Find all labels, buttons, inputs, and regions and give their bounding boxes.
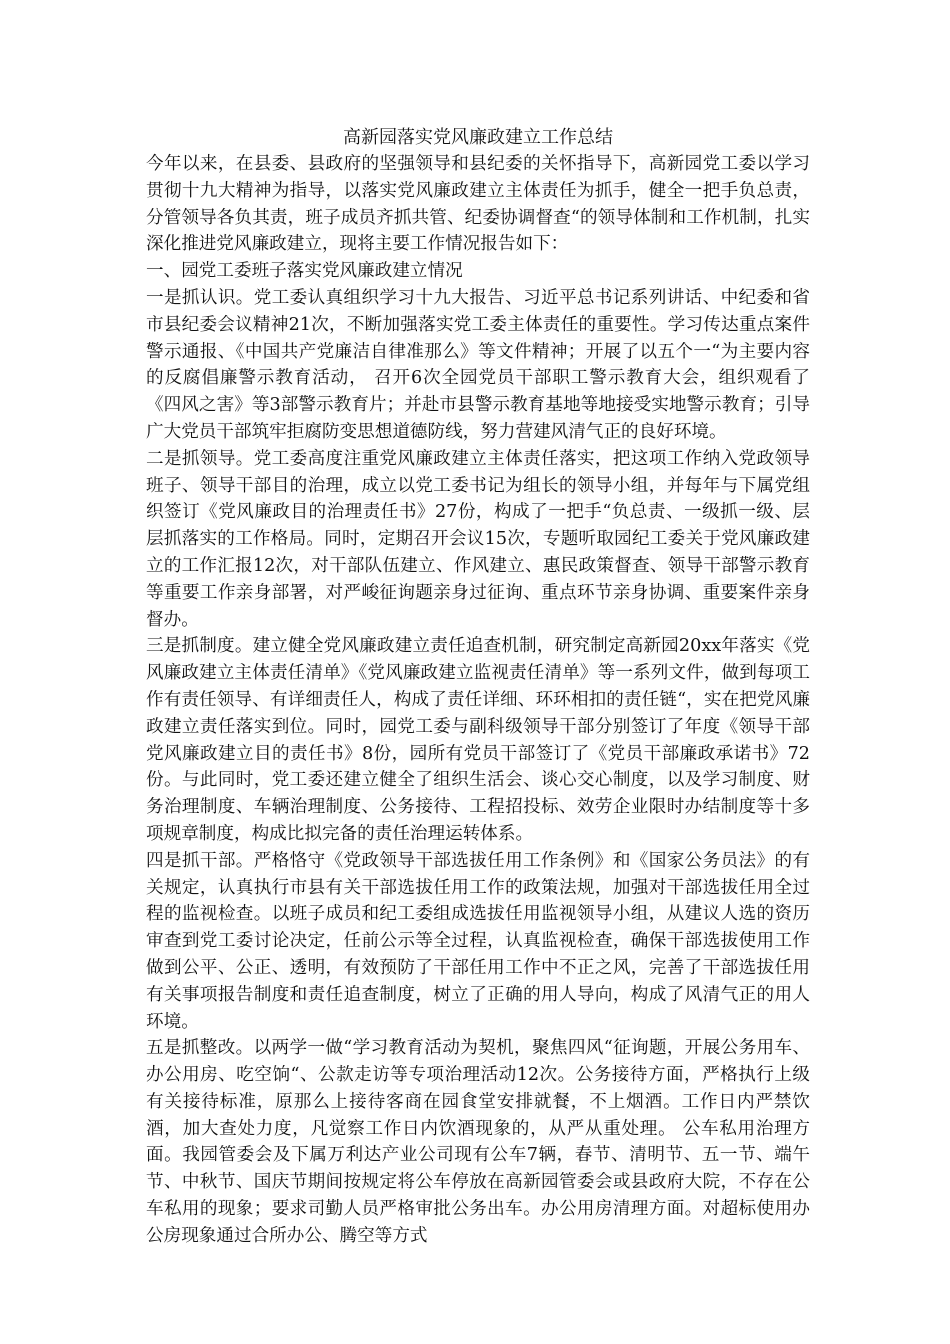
paragraph-awareness: 一是抓认识。党工委认真组织学习十九大报告、习近平总书记系列讲话、中纪委和省市县纪委会议精神21次，不断加强落实党工委主体责任的重要性。学习传达重点案件警示通报、《中国共产党廉洁自律准那么》等文件精神；开展了以五个一“为主要内容的反腐倡廉警示教育活动， 召开6次全园党员干部职工警示教育大会，组织观看了《四风之害》等3部警示教育片；并赴市县警示教育基地等地接受实地警示教育；引导广大党员干部筑牢拒腐防变思想道德防线，努力营建风清气正的良好环境。: [146, 287, 810, 442]
paragraph-system: 三是抓制度。建立健全党风廉政建立责任追查机制，研究制定高新园20xx年落实《党风廉政建立主体责任清单》《党风廉政建立监视责任清单》等一系列文件，做到每项工作有责任领导、有详细责任人，构成了责任详细、环环相扣的责任链“，实在把党风廉政建立责任落实到位。同时，园党工委与副科级领导干部分别签订了年度《领导干部党风廉政建立目的责任书》8份，园所有党员干部签订了《党员干部廉政承诺书》72份。与此同时，党工委还建立健全了组织生活会、谈心交心制度，以及学习制度、财务治理制度、车辆治理制度、公务接待、工程招投标、效劳企业限时办结制度等十多项规章制度，构成比拟完备的责任治理运转体系。: [146, 636, 810, 844]
document-page: [146, 126, 810, 1250]
paragraph-intro: 今年以来，在县委、县政府的坚强领导和县纪委的关怀指导下，高新园党工委以学习贯彻十九大精神为指导，以落实党风廉政建立主体责任为抓手，健全一把手负总责，分管领导各负其责，班子成员齐抓共管、纪委协调督查“的领导体制和工作机制，扎实深化推进党风廉政建立，现将主要工作情况报告如下：: [146, 154, 810, 255]
section-heading-1: 一、园党工委班子落实党风廉政建立情况: [146, 261, 463, 282]
paragraph-cadres: 四是抓干部。严格恪守《党政领导干部选拔任用工作条例》和《国家公务员法》的有关规定，认真执行市县有关干部选拔任用工作的政策法规，加强对干部选拔任用全过程的监视检查。以班子成员和纪工委组成选拔任用监视领导小组，从建议人选的资历审查到党工委讨论决定，任前公示等全过程，认真监视检查，确保干部选拔使用工作做到公平、公正、透明，有效预防了干部任用工作中不正之风，完善了干部选拔任用有关事项报告制度和责任追查制度，树立了正确的用人导向，构成了风清气正的用人环境。: [146, 850, 810, 1032]
document-title: 高新园落实党风廉政建立工作总结: [343, 127, 613, 148]
paragraph-leadership: 二是抓领导。党工委高度注重党风廉政建立主体责任落实，把这项工作纳入党政领导班子、领导干部目的治理，成立以党工委书记为组长的领导小组，并每年与下属党组织签订《党风廉政目的治理责任书》27份，构成了一把手“负总责、一级抓一级、层层抓落实的工作格局。同时，定期召开会议15次，专题听取园纪工委关于党风廉政建立的工作汇报12次，对干部队伍建立、作风建立、惠民政策督查、领导干部警示教育等重要工作亲身部署，对严峻征询题亲身过征询、重点环节亲身协调、重要案件亲身督办。: [146, 448, 810, 630]
paragraph-rectification: 五是抓整改。以两学一做“学习教育活动为契机，聚焦四风“征询题，开展公务用车、办公用房、吃空饷“、公款走访等专项治理活动12次。公务接待方面，严格执行上级有关接待标准，原那么上接待客商在园食堂安排就餐，不上烟酒。工作日内严禁饮酒，加大查处力度，凡觉察工作日内饮酒现象的，从严从重处理。 公车私用治理方面。我园管委会及下属万利达产业公司现有公车7辆，春节、清明节、五一节、端午节、中秋节、国庆节期间按规定将公车停放在高新园管委会或县政府大院，不存在公车私用的现象；要求司勤人员严格审批公务出车。办公用房清理方面。对超标使用办公房现象通过合所办公、腾空等方式: [146, 1038, 810, 1246]
